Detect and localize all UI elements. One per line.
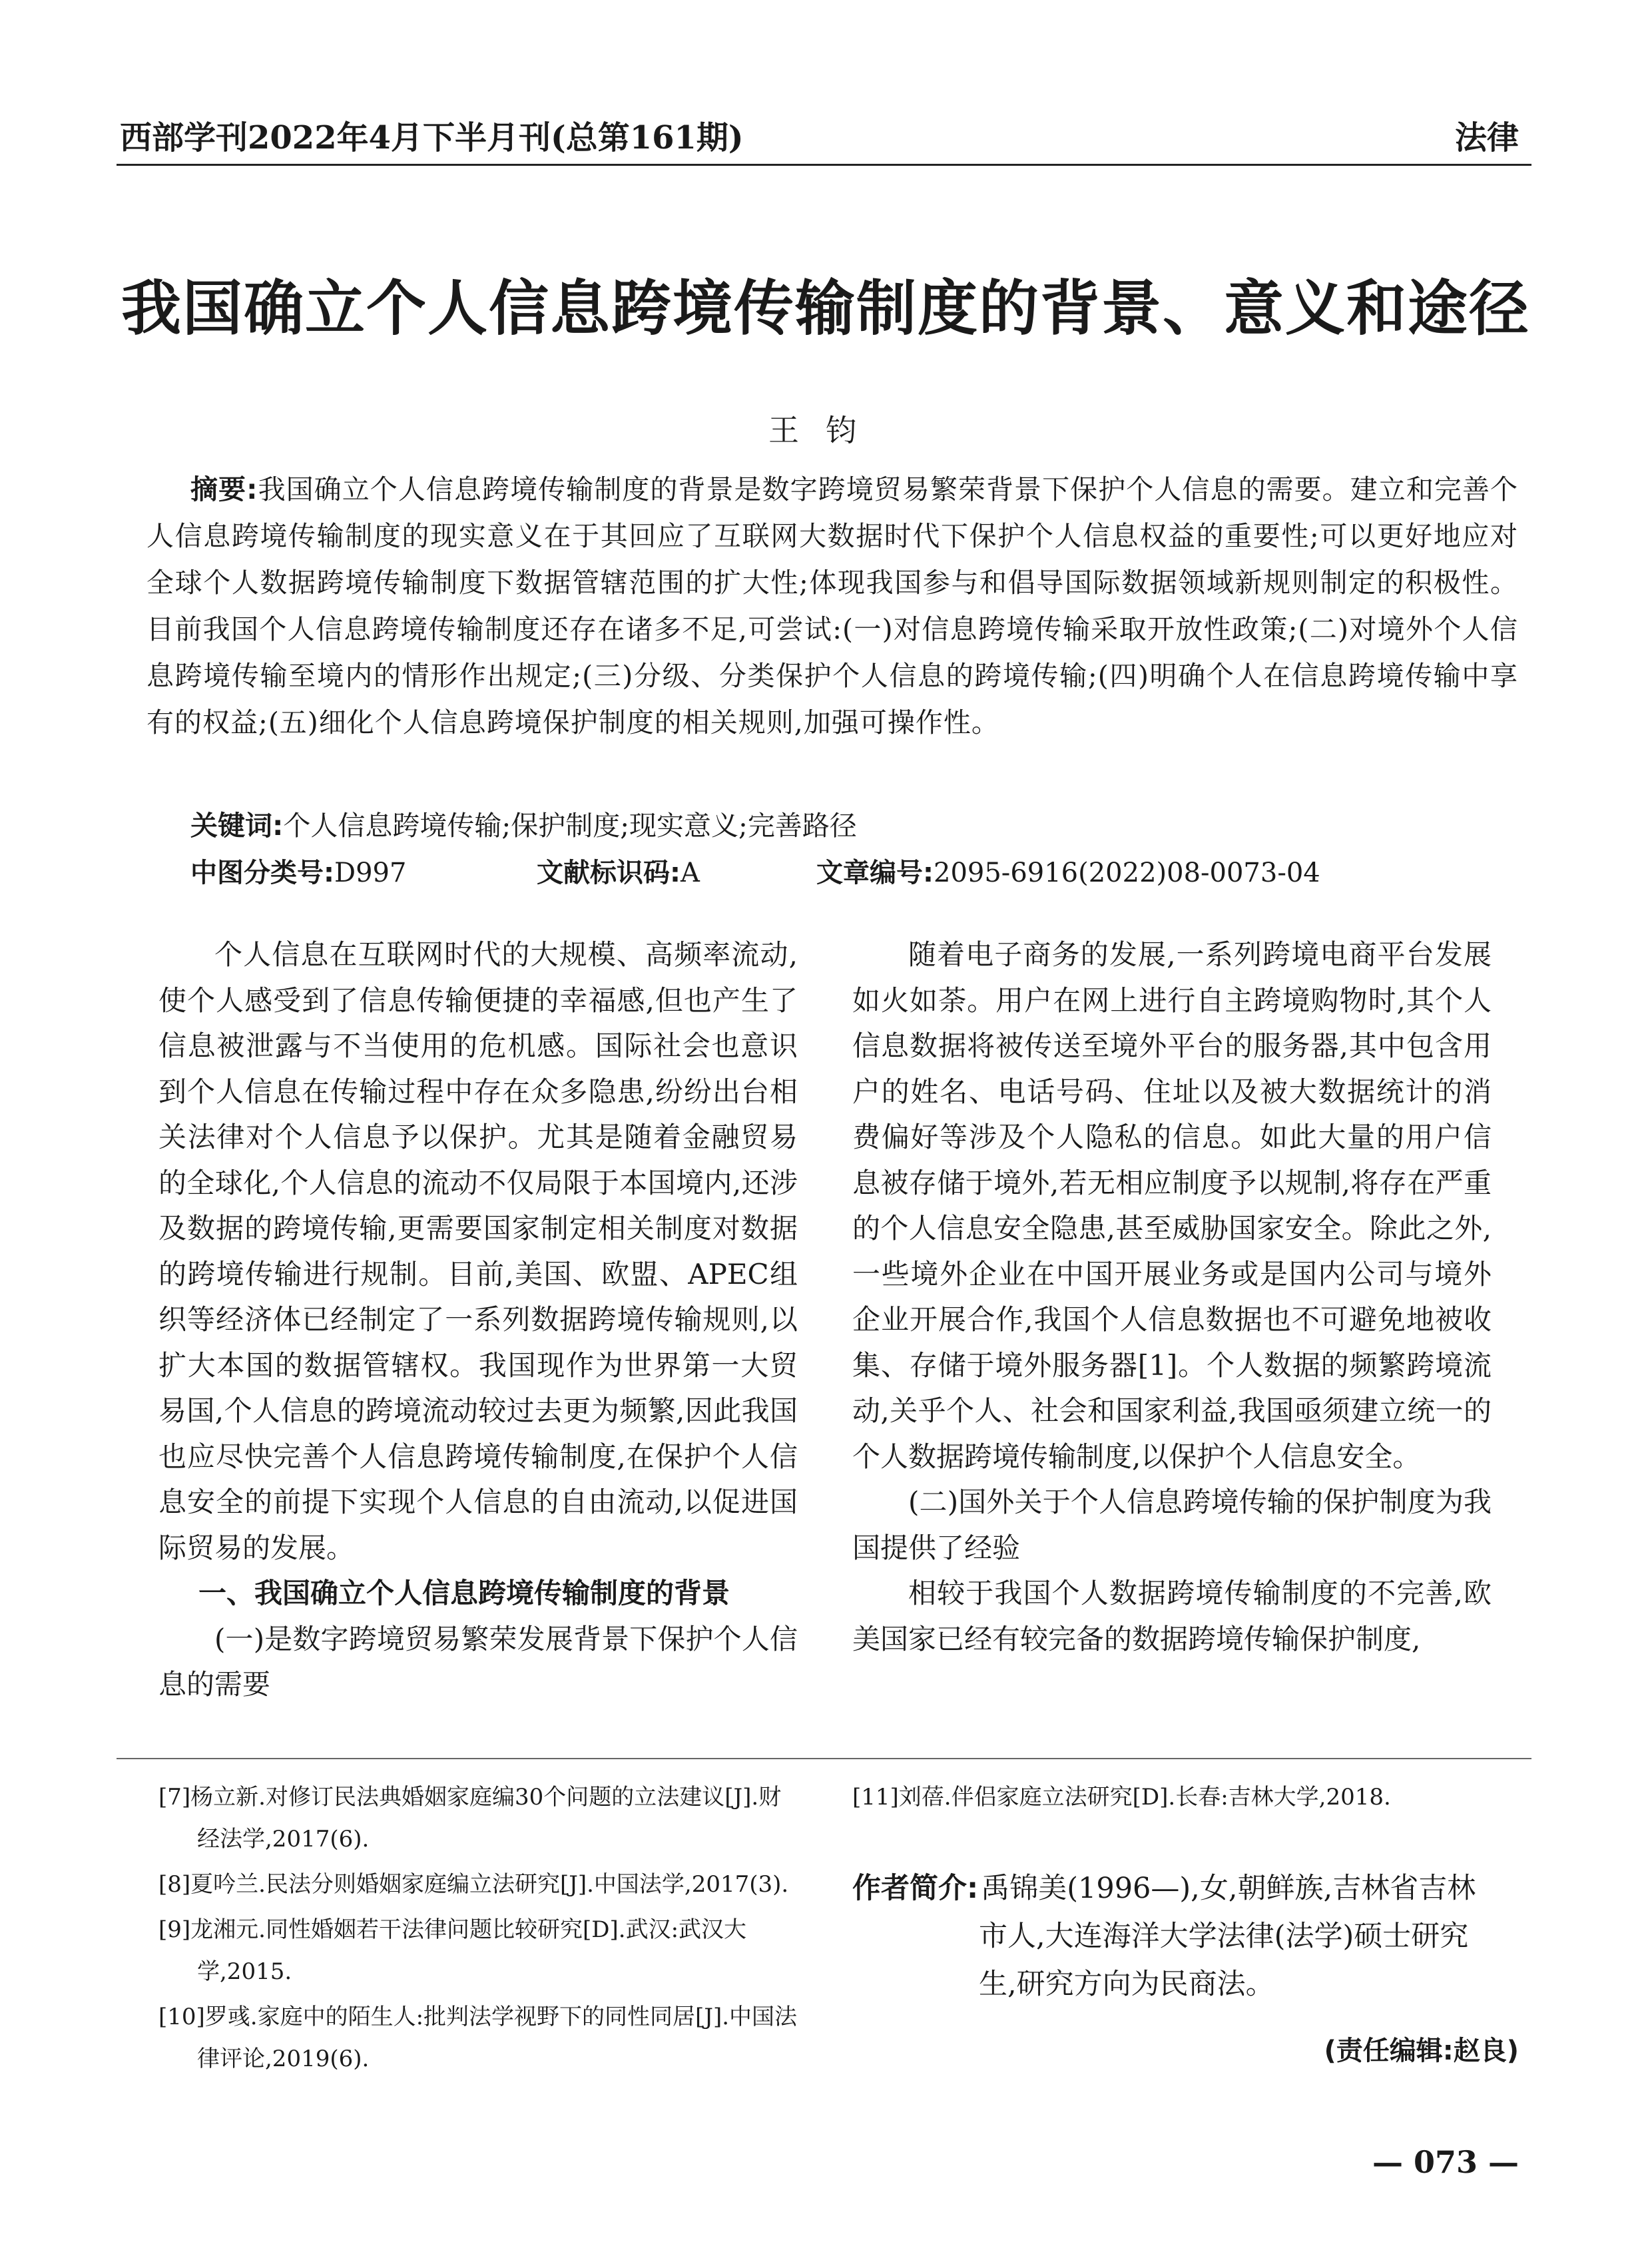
references-left bbox=[158, 1777, 798, 2084]
body-paragraph: 相较于我国个人数据跨境传输制度的不完善,欧美国家已经有较完备的数据跨境传输保护制度, bbox=[852, 1577, 1492, 1655]
clc-label: 中图分类号: bbox=[190, 858, 334, 888]
references-right bbox=[852, 1777, 1492, 1819]
doc-code-label: 文献标识码: bbox=[537, 858, 681, 888]
reference-item: [9]龙湘元.同性婚姻若干法律问题比较研究[D].武汉:武汉大学,2015. bbox=[158, 1916, 747, 1985]
article-author: 王钧 bbox=[768, 412, 883, 448]
header-divider bbox=[117, 164, 1531, 166]
article-title: 我国确立个人信息跨境传输制度的背景、意义和途径 bbox=[121, 273, 1530, 344]
article-meta bbox=[190, 850, 1522, 896]
reference-item: [8]夏吟兰.民法分则婚姻家庭编立法研究[J].中国法学,2017(3). bbox=[158, 1871, 789, 1898]
page-number: — 073 — bbox=[1372, 2144, 1519, 2180]
body-paragraph: 个人信息在互联网时代的大规模、高频率流动,使个人感受到了信息传输便捷的幸福感,但也产生了信息被泄露与不当使用的危机感。国际社会也意识到个人信息在传输过程中存在众多隐患,纷纷出台相关法律对个人信息予以保护。尤其是随着金融贸易的全球化,个人信息的流动不仅局限于本国境内,还涉及数据的跨境传输,更需要国家制定相关制度对数据的跨境传输进行规制。目前,美国、欧盟、APEC组织等经济体已经制定了一系列数据跨境传输规则,以扩大本国的数据管辖权。我国现作为世界第一大贸易国,个人信息的跨境流动较过去更为频繁,因此我国也应尽快完善个人信息跨境传输制度,在保护个人信息安全的前提下实现个人信息的自由流动,以促进国际贸易的发展。 bbox=[158, 938, 798, 1564]
section-heading: 一、我国确立个人信息跨境传输制度的背景 bbox=[198, 1577, 730, 1609]
reference-item: [11]刘蓓.伴侣家庭立法研究[D].长春:吉林大学,2018. bbox=[852, 1784, 1391, 1811]
article-no-label: 文章编号: bbox=[816, 858, 934, 888]
article-no-value: 2095-6916(2022)08-0073-04 bbox=[934, 858, 1320, 888]
subsection-heading: (一)是数字跨境贸易繁荣发展背景下保护个人信息的需要 bbox=[158, 1622, 798, 1701]
author-intro-label: 作者简介: bbox=[852, 1872, 979, 1905]
keywords-text: 个人信息跨境传输;保护制度;现实意义;完善路径 bbox=[283, 810, 857, 842]
abstract-label: 摘要: bbox=[190, 473, 258, 505]
clc-value: D997 bbox=[334, 858, 407, 888]
author-introduction bbox=[852, 1864, 1492, 2008]
reference-item: [10]罗彧.家庭中的陌生人:批判法学视野下的同性同居[J].中国法律评论,2019(6). bbox=[158, 2004, 798, 2072]
reference-item: [7]杨立新.对修订民法典婚姻家庭编30个问题的立法建议[J].财经法学,2017(6). bbox=[158, 1784, 782, 1852]
journal-header: 西部学刊2022年4月下半月刊(总第161期) bbox=[120, 119, 744, 156]
abstract-text: 我国确立个人信息跨境传输制度的背景是数字跨境贸易繁荣背景下保护个人信息的需要。建立和完善个人信息跨境传输制度的现实意义在于其回应了互联网大数据时代下保护个人信息权益的重要性;可以更好地应对全球个人数据跨境传输制度下数据管辖范围的扩大性;体现我国参与和倡导国际数据领域新规则制定的积极性。目前我国个人信息跨境传输制度还存在诸多不足,可尝试:(一)对信息跨境传输采取开放性政策;(二)对境外个人信息跨境传输至境内的情形作出规定;(三)分级、分类保护个人信息的跨境传输;(四)明确个人在信息跨境传输中享有的权益;(五)细化个人信息跨境保护制度的相关规则,加强可操作性。 bbox=[146, 473, 1518, 738]
abstract bbox=[146, 466, 1518, 746]
references-divider bbox=[117, 1758, 1531, 1759]
responsible-editor: (责任编辑:赵良) bbox=[1324, 2036, 1519, 2066]
keywords-label: 关键词: bbox=[190, 810, 284, 842]
doc-code-value: A bbox=[681, 858, 700, 888]
subsection-heading: (二)国外关于个人信息跨境传输的保护制度为我国提供了经验 bbox=[852, 1486, 1492, 1564]
keywords bbox=[190, 802, 857, 849]
body-paragraph: 随着电子商务的发展,一系列跨境电商平台发展如火如荼。用户在网上进行自主跨境购物时,其个人信息数据将被传送至境外平台的服务器,其中包含用户的姓名、电话号码、住址以及被大数据统计的消费偏好等涉及个人隐私的信息。如此大量的用户信息被存储于境外,若无相应制度予以规制,将存在严重的个人信息安全隐患,甚至威胁国家安全。除此之外,一些境外企业在中国开展业务或是国内公司与境外企业开展合作,我国个人信息数据也不可避免地被收集、存储于境外服务器[1]。个人数据的频繁跨境流动,关乎个人、社会和国家利益,我国亟须建立统一的个人数据跨境传输制度,以保护个人信息安全。 bbox=[852, 938, 1492, 1473]
body-column-right bbox=[852, 932, 1492, 1662]
author-intro-text: 禹锦美(1996—),女,朝鲜族,吉林省吉林市人,大连海洋大学法律(法学)硕士研究生,研究方向为民商法。 bbox=[979, 1872, 1476, 2001]
body-column-left bbox=[158, 932, 798, 1708]
section-label: 法律 bbox=[1454, 119, 1519, 156]
